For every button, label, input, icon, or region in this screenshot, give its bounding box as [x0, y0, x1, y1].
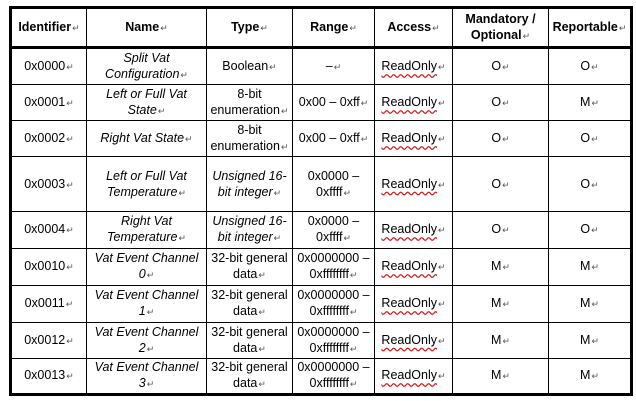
cell-type: 8-bit enumeration ↵ [207, 121, 293, 157]
header-name: Name ↵ [87, 8, 207, 48]
paragraph-mark-icon [502, 62, 510, 72]
paragraph-mark-icon [66, 180, 74, 190]
cell-name: Vat Event Channel 0 ↵ [87, 248, 207, 285]
paragraph-mark-icon [147, 379, 155, 389]
cell-range: 0x00 – 0xff ↵ [293, 85, 375, 121]
cell-reportable: O ↵ [549, 48, 632, 85]
cell-reportable: O ↵ [549, 121, 632, 157]
paragraph-mark-icon [66, 62, 74, 72]
paragraph-mark-icon [502, 262, 510, 272]
paragraph-mark-icon [438, 371, 446, 381]
cell-range: – ↵ [293, 48, 375, 85]
cell-type: 8-bit enumeration ↵ [207, 85, 293, 121]
paragraph-mark-icon [432, 23, 440, 33]
paragraph-mark-icon [180, 70, 188, 80]
cell-type: 32-bit general data ↵ [207, 358, 293, 394]
paragraph-mark-icon [591, 180, 599, 190]
cell-mandatory-optional: O ↵ [453, 121, 549, 157]
header-mandatory-optional: Mandatory / Optional ↵ [453, 8, 549, 48]
cell-mandatory-optional: O ↵ [453, 212, 549, 248]
paragraph-mark-icon [502, 336, 510, 346]
paragraph-mark-icon [334, 62, 342, 72]
paragraph-mark-icon [274, 233, 282, 243]
cell-type: Unsigned 16-bit integer ↵ [207, 157, 293, 212]
cell-access: ReadOnly ↵ [375, 157, 453, 212]
paragraph-mark-icon [158, 106, 166, 116]
table-row [11, 322, 632, 358]
paragraph-mark-icon [438, 225, 446, 235]
table-body [11, 48, 632, 395]
cell-access: ReadOnly ↵ [375, 85, 453, 121]
cell-mandatory-optional: M ↵ [453, 248, 549, 285]
paragraph-mark-icon [502, 299, 510, 309]
paragraph-mark-icon [147, 344, 155, 354]
cell-reportable: M ↵ [549, 358, 632, 394]
cell-type: Boolean ↵ [207, 48, 293, 85]
cell-identifier: 0x0000 ↵ [11, 48, 87, 85]
header-access: Access ↵ [375, 8, 453, 48]
cell-access: ReadOnly ↵ [375, 48, 453, 85]
header-row [11, 8, 632, 48]
cell-access: ReadOnly ↵ [375, 212, 453, 248]
cell-type: 32-bit general data ↵ [207, 285, 293, 322]
paragraph-mark-icon [258, 379, 266, 389]
cell-range: 0x0000 – 0xffff ↵ [293, 212, 375, 248]
table-row [11, 248, 632, 285]
paragraph-mark-icon [66, 336, 74, 346]
paragraph-mark-icon [160, 23, 168, 33]
paragraph-mark-icon [438, 180, 446, 190]
cell-identifier: 0x0012 ↵ [11, 322, 87, 358]
paragraph-mark-icon [66, 262, 74, 272]
paragraph-mark-icon [591, 299, 599, 309]
cell-range: 0x0000000 – 0xffffffff ↵ [293, 248, 375, 285]
paragraph-mark-icon [66, 98, 74, 108]
cell-reportable: M ↵ [549, 285, 632, 322]
paragraph-mark-icon [438, 299, 446, 309]
paragraph-mark-icon [591, 371, 599, 381]
paragraph-mark-icon [350, 379, 358, 389]
paragraph-mark-icon [502, 134, 510, 144]
paragraph-mark-icon [361, 134, 369, 144]
paragraph-mark-icon [350, 344, 358, 354]
cell-name: Vat Event Channel 1 ↵ [87, 285, 207, 322]
header-type: Type ↵ [207, 8, 293, 48]
paragraph-mark-icon [591, 62, 599, 72]
paragraph-mark-icon [281, 142, 289, 152]
cell-name: Right Vat State ↵ [87, 121, 207, 157]
paragraph-mark-icon [350, 270, 358, 280]
cell-name: Vat Event Channel 2 ↵ [87, 322, 207, 358]
cell-identifier: 0x0001 ↵ [11, 85, 87, 121]
cell-mandatory-optional: O ↵ [453, 48, 549, 85]
table-row [11, 48, 632, 85]
paragraph-mark-icon [619, 23, 627, 33]
cell-name: Split Vat Configuration ↵ [87, 48, 207, 85]
paragraph-mark-icon [361, 98, 369, 108]
paragraph-mark-icon [343, 188, 351, 198]
paragraph-mark-icon [66, 299, 74, 309]
cell-identifier: 0x0002 ↵ [11, 121, 87, 157]
paragraph-mark-icon [523, 31, 531, 41]
paragraph-mark-icon [350, 307, 358, 317]
header-reportable: Reportable ↵ [549, 8, 632, 48]
cell-identifier: 0x0013 ↵ [11, 358, 87, 394]
paragraph-mark-icon [72, 23, 80, 33]
cell-reportable: O ↵ [549, 157, 632, 212]
paragraph-mark-icon [185, 134, 193, 144]
header-range: Range ↵ [293, 8, 375, 48]
cell-name: Left or Full Vat Temperature ↵ [87, 157, 207, 212]
paragraph-mark-icon [591, 225, 599, 235]
paragraph-mark-icon [502, 371, 510, 381]
cell-reportable: M ↵ [549, 85, 632, 121]
cell-mandatory-optional: M ↵ [453, 322, 549, 358]
header-identifier: Identifier ↵ [11, 8, 87, 48]
paragraph-mark-icon [502, 180, 510, 190]
cell-identifier: 0x0004 ↵ [11, 212, 87, 248]
paragraph-mark-icon [591, 98, 599, 108]
paragraph-mark-icon [343, 233, 351, 243]
cell-type: Unsigned 16-bit integer ↵ [207, 212, 293, 248]
paragraph-mark-icon [147, 270, 155, 280]
paragraph-mark-icon [147, 307, 155, 317]
cell-type: 32-bit general data ↵ [207, 322, 293, 358]
paragraph-mark-icon [258, 307, 266, 317]
cell-range: 0x0000 – 0xffff ↵ [293, 157, 375, 212]
cell-reportable: O ↵ [549, 212, 632, 248]
table-row [11, 85, 632, 121]
cell-type: 32-bit general data ↵ [207, 248, 293, 285]
paragraph-mark-icon [438, 98, 446, 108]
cell-name: Vat Event Channel 3 ↵ [87, 358, 207, 394]
cell-identifier: 0x0010 ↵ [11, 248, 87, 285]
paragraph-mark-icon [349, 23, 357, 33]
cell-access: ReadOnly ↵ [375, 248, 453, 285]
cell-access: ReadOnly ↵ [375, 322, 453, 358]
cell-range: 0x0000000 – 0xffffffff ↵ [293, 358, 375, 394]
paragraph-mark-icon [260, 23, 268, 33]
table-row [11, 121, 632, 157]
paragraph-mark-icon [438, 336, 446, 346]
table-row [11, 157, 632, 212]
paragraph-mark-icon [269, 62, 277, 72]
paragraph-mark-icon [258, 344, 266, 354]
table-row [11, 212, 632, 248]
cell-identifier: 0x0003 ↵ [11, 157, 87, 212]
cell-reportable: M ↵ [549, 248, 632, 285]
cell-range: 0x0000000 – 0xffffffff ↵ [293, 322, 375, 358]
paragraph-mark-icon [66, 134, 74, 144]
paragraph-mark-icon [66, 371, 74, 381]
paragraph-mark-icon [66, 225, 74, 235]
cell-reportable: M ↵ [549, 322, 632, 358]
paragraph-mark-icon [438, 262, 446, 272]
cell-mandatory-optional: M ↵ [453, 285, 549, 322]
cell-range: 0x0000000 – 0xffffffff ↵ [293, 285, 375, 322]
cell-mandatory-optional: M ↵ [453, 358, 549, 394]
table-row [11, 358, 632, 394]
paragraph-mark-icon [258, 270, 266, 280]
paragraph-mark-icon [502, 98, 510, 108]
cell-name: Left or Full Vat State ↵ [87, 85, 207, 121]
paragraph-mark-icon [502, 225, 510, 235]
cell-access: ReadOnly ↵ [375, 121, 453, 157]
paragraph-mark-icon [591, 134, 599, 144]
cell-access: ReadOnly ↵ [375, 358, 453, 394]
cell-mandatory-optional: O ↵ [453, 157, 549, 212]
cell-range: 0x00 – 0xff ↵ [293, 121, 375, 157]
paragraph-mark-icon [281, 106, 289, 116]
paragraph-mark-icon [591, 336, 599, 346]
paragraph-mark-icon [438, 134, 446, 144]
cell-access: ReadOnly ↵ [375, 285, 453, 322]
cell-mandatory-optional: O ↵ [453, 85, 549, 121]
cell-name: Right Vat Temperature ↵ [87, 212, 207, 248]
table-row [11, 285, 632, 322]
attribute-table [9, 6, 633, 396]
paragraph-mark-icon [178, 188, 186, 198]
paragraph-mark-icon [178, 233, 186, 243]
paragraph-mark-icon [591, 262, 599, 272]
paragraph-mark-icon [438, 62, 446, 72]
paragraph-mark-icon [274, 188, 282, 198]
cell-identifier: 0x0011 ↵ [11, 285, 87, 322]
